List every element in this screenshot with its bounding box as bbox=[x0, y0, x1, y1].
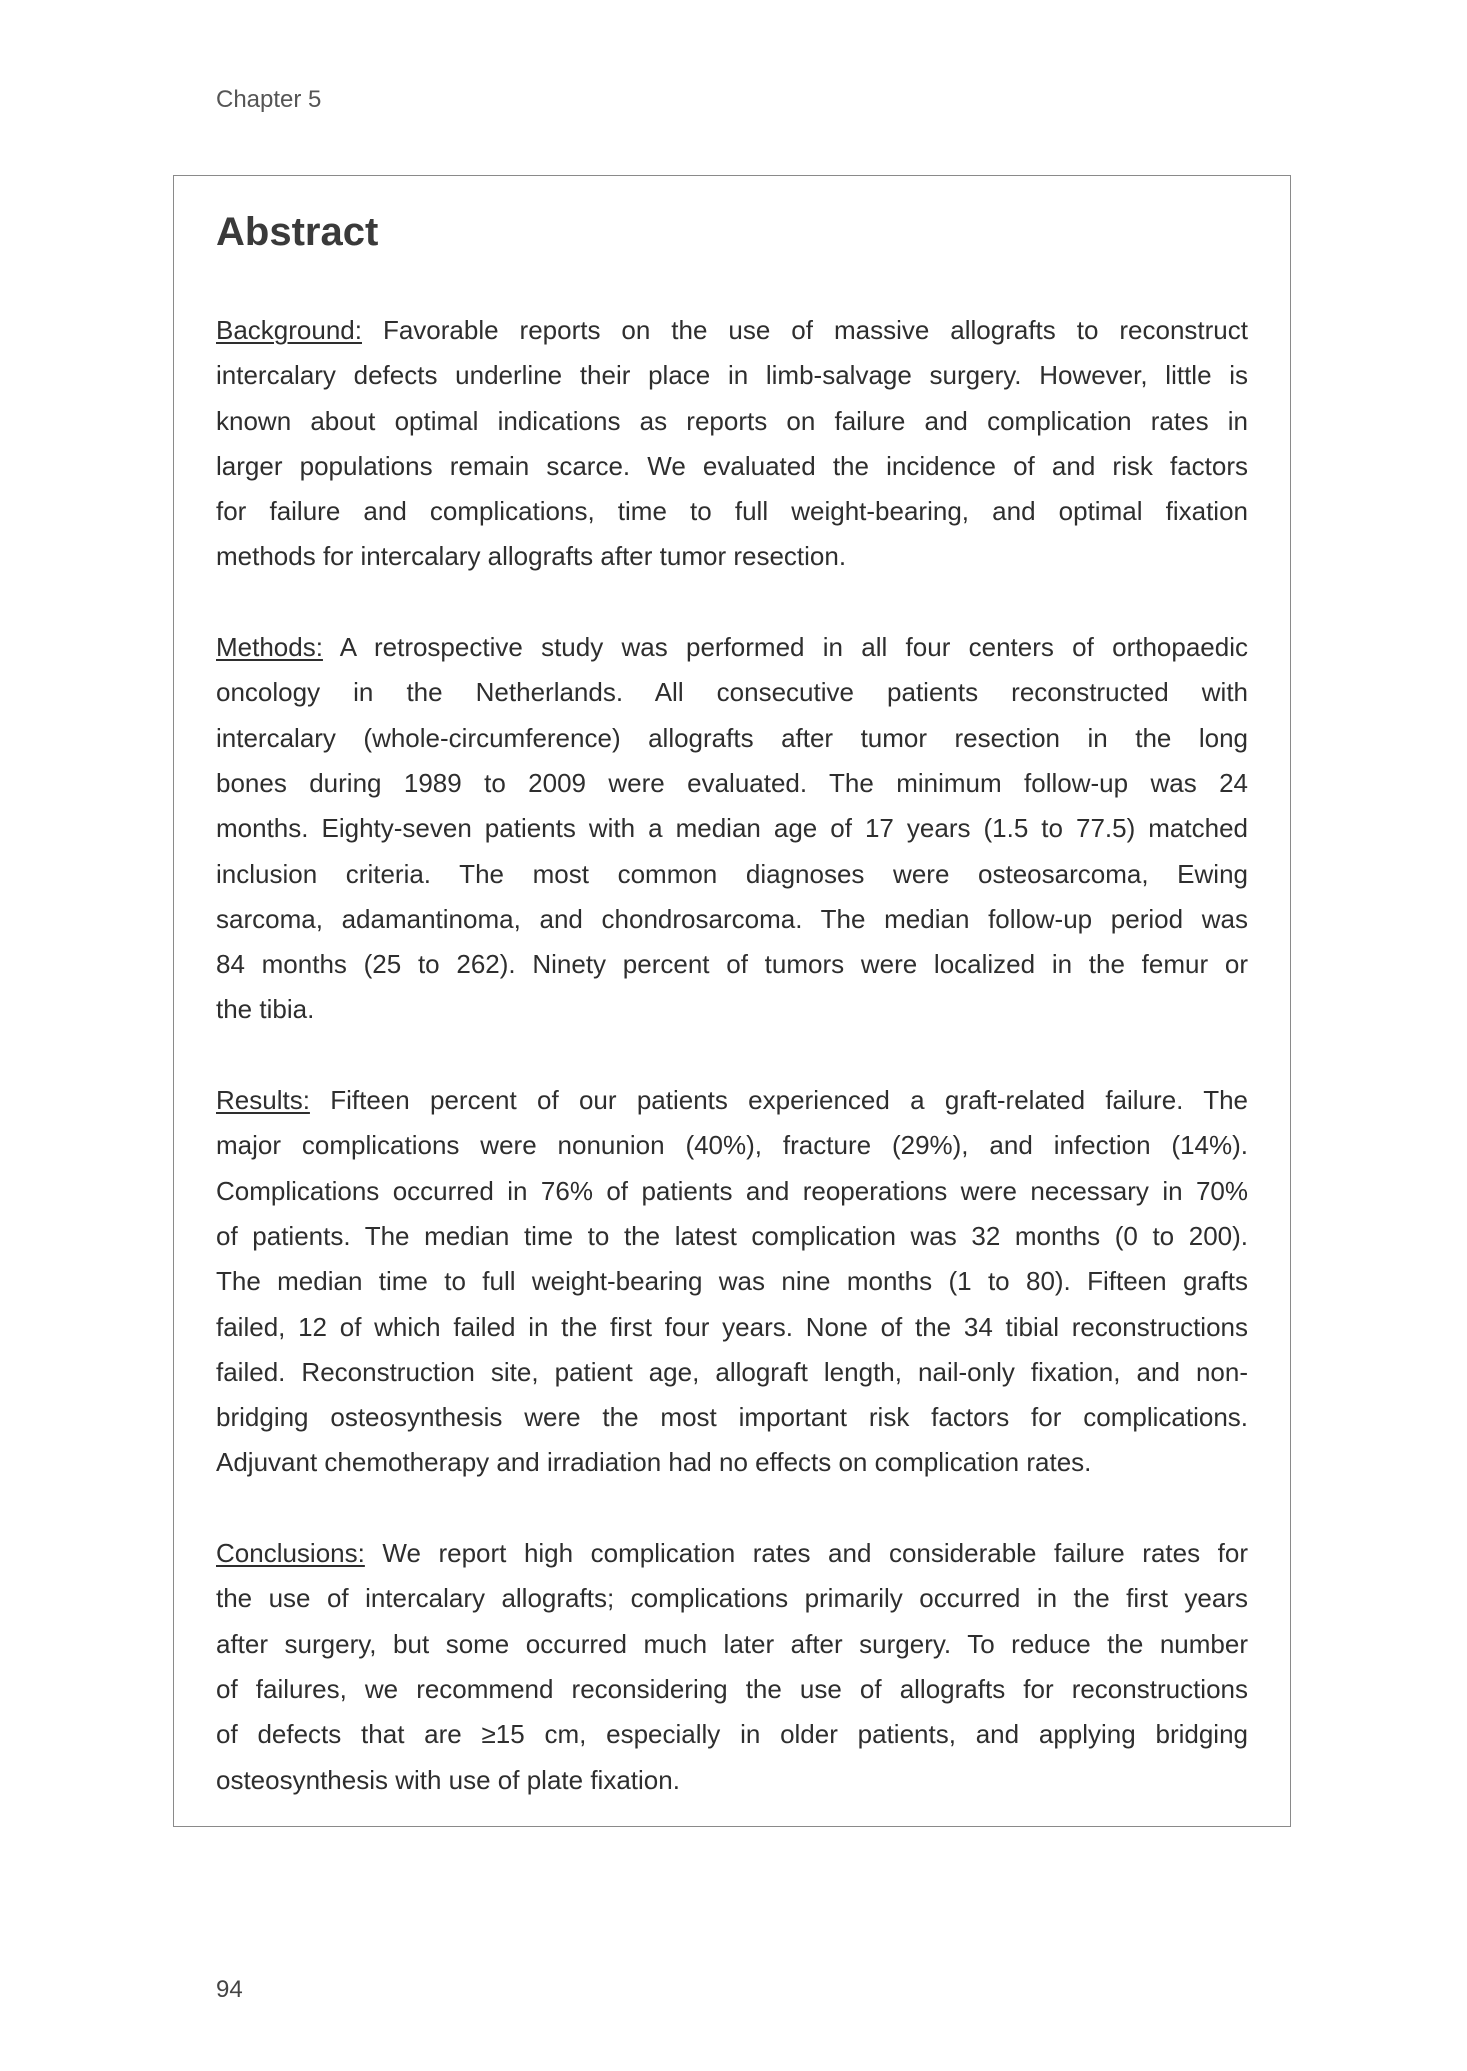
text-line bbox=[216, 942, 1248, 987]
text-line bbox=[216, 852, 1248, 897]
text-line-content bbox=[216, 1674, 1248, 1704]
text-line bbox=[216, 444, 1248, 489]
text-line bbox=[216, 987, 1248, 1032]
line-text: oncology in the Netherlands. All consecutive patients reconstructed with bbox=[216, 677, 1248, 708]
line-text: intercalary defects underline their place in limb-salvage surgery. However, little is bbox=[216, 360, 1248, 391]
text-line-content bbox=[216, 360, 1248, 390]
text-line-content bbox=[216, 1765, 680, 1795]
text-line-content bbox=[216, 904, 1248, 934]
paragraph-gap bbox=[216, 1486, 1248, 1531]
text-line bbox=[216, 489, 1248, 534]
text-line-content bbox=[216, 813, 1248, 843]
text-line-content bbox=[216, 723, 1248, 753]
line-text: 84 months (25 to 262). Ninety percent of tumors were localized in the femur or bbox=[216, 949, 1248, 980]
text-line bbox=[216, 625, 1248, 670]
line-text: The median time to full weight-bearing was nine months (1 to 80). Fifteen grafts bbox=[216, 1266, 1248, 1297]
text-line bbox=[216, 308, 1248, 353]
text-line-content bbox=[216, 1130, 1248, 1160]
line-text: the use of intercalary allografts; complications primarily occurred in the first years bbox=[216, 1583, 1248, 1614]
text-line bbox=[216, 761, 1248, 806]
line-text: the tibia. bbox=[216, 994, 315, 1025]
line-text: failed. Reconstruction site, patient age, allograft length, nail-only fixation, and non- bbox=[216, 1356, 1248, 1387]
line-text: failed, 12 of which failed in the first four years. None of the 34 tibial reconstructions bbox=[216, 1311, 1248, 1342]
text-line-content bbox=[216, 541, 846, 571]
line-text: Favorable reports on the use of massive allografts to reconstruct bbox=[382, 315, 1248, 345]
text-line-content bbox=[216, 1583, 1248, 1613]
text-line-content bbox=[216, 677, 1248, 707]
line-text: methods for intercalary allografts after tumor resection. bbox=[216, 541, 847, 572]
text-line bbox=[216, 1667, 1248, 1712]
page-number: 94 bbox=[216, 1976, 243, 2003]
text-line-content bbox=[216, 994, 314, 1024]
abstract-section-conclusions bbox=[216, 1531, 1248, 1803]
text-line bbox=[216, 1123, 1248, 1168]
text-line-content bbox=[216, 1266, 1248, 1296]
text-line bbox=[216, 897, 1248, 942]
line-text: intercalary (whole-circumference) allografts after tumor resection in the long bbox=[216, 722, 1248, 753]
text-line-content bbox=[216, 406, 1248, 436]
text-line bbox=[216, 1169, 1248, 1214]
text-line-content bbox=[216, 1629, 1248, 1659]
text-line-content bbox=[216, 451, 1248, 481]
line-text: months. Eighty-seven patients with a median age of 17 years (1.5 to 77.5) matched bbox=[216, 813, 1248, 844]
line-text: inclusion criteria. The most common diagnoses were osteosarcoma, Ewing bbox=[216, 858, 1248, 889]
text-line bbox=[216, 1622, 1248, 1667]
abstract-section-background bbox=[216, 308, 1248, 580]
abstract-title: Abstract bbox=[216, 210, 379, 254]
running-head: Chapter 5 bbox=[216, 86, 322, 113]
text-line-content bbox=[216, 1085, 1248, 1115]
line-text: larger populations remain scarce. We evaluated the incidence of and risk factors bbox=[216, 450, 1248, 481]
text-line-content bbox=[216, 949, 1248, 979]
abstract-section-methods bbox=[216, 625, 1248, 1033]
abstract-section-results bbox=[216, 1078, 1248, 1486]
text-line bbox=[216, 716, 1248, 761]
text-line-content bbox=[216, 1221, 1248, 1251]
text-line bbox=[216, 1531, 1248, 1576]
abstract-body bbox=[216, 308, 1248, 1803]
text-line-content bbox=[216, 1312, 1248, 1342]
text-line bbox=[216, 1305, 1248, 1350]
line-text: sarcoma, adamantinoma, and chondrosarcoma. The median follow-up period was bbox=[216, 903, 1248, 934]
text-line bbox=[216, 1395, 1248, 1440]
section-label: Results: bbox=[216, 1085, 310, 1116]
line-text: bones during 1989 to 2009 were evaluated. The minimum follow-up was 24 bbox=[216, 767, 1248, 798]
text-line-content bbox=[216, 1357, 1248, 1387]
text-line bbox=[216, 534, 1248, 579]
text-line bbox=[216, 1576, 1248, 1621]
paragraph-gap bbox=[216, 580, 1248, 625]
text-line bbox=[216, 670, 1248, 715]
line-text: of failures, we recommend reconsidering the use of allografts for reconstructions bbox=[216, 1673, 1248, 1704]
text-line-content bbox=[216, 1719, 1248, 1749]
text-line-content bbox=[216, 1538, 1248, 1568]
line-text: bridging osteosynthesis were the most important risk factors for complications. bbox=[216, 1402, 1248, 1433]
line-text: major complications were nonunion (40%), fracture (29%), and infection (14%). bbox=[216, 1130, 1248, 1161]
text-line bbox=[216, 353, 1248, 398]
section-label: Conclusions: bbox=[216, 1538, 365, 1569]
text-line bbox=[216, 399, 1248, 444]
text-line-content bbox=[216, 1402, 1248, 1432]
line-text: for failure and complications, time to full weight-bearing, and optimal fixation bbox=[216, 496, 1248, 527]
line-text: of defects that are ≥15 cm, especially in older patients, and applying bridging bbox=[216, 1719, 1248, 1750]
line-text: We report high complication rates and considerable failure rates for bbox=[382, 1538, 1248, 1569]
paragraph-gap bbox=[216, 1033, 1248, 1078]
line-text: known about optimal indications as reports on failure and complication rates in bbox=[216, 405, 1248, 436]
text-line bbox=[216, 1758, 1248, 1803]
text-line bbox=[216, 1214, 1248, 1259]
line-text: after surgery, but some occurred much later after surgery. To reduce the number bbox=[216, 1628, 1248, 1659]
line-text: Complications occurred in 76% of patients and reoperations were necessary in 70% bbox=[216, 1175, 1248, 1206]
line-text: Adjuvant chemotherapy and irradiation had no effects on complication rates. bbox=[216, 1447, 1092, 1478]
text-line-content bbox=[216, 1176, 1248, 1206]
line-text: Fifteen percent of our patients experienced a graft-related failure. The bbox=[330, 1085, 1248, 1116]
line-text: of patients. The median time to the latest complication was 32 months (0 to 200). bbox=[216, 1220, 1248, 1251]
text-line-content bbox=[216, 859, 1248, 889]
text-line-content bbox=[216, 632, 1248, 662]
line-text: osteosynthesis with use of plate fixation. bbox=[216, 1764, 680, 1795]
text-line bbox=[216, 1712, 1248, 1757]
text-line bbox=[216, 1440, 1248, 1485]
text-line-content bbox=[216, 1447, 1091, 1477]
text-line-content bbox=[216, 315, 1248, 345]
text-line bbox=[216, 1078, 1248, 1123]
text-line bbox=[216, 1259, 1248, 1304]
text-line bbox=[216, 806, 1248, 851]
section-label: Methods: bbox=[216, 632, 323, 663]
text-line-content bbox=[216, 496, 1248, 526]
text-line bbox=[216, 1350, 1248, 1395]
section-label: Background: bbox=[216, 315, 362, 345]
text-line-content bbox=[216, 768, 1248, 798]
line-text: A retrospective study was performed in all four centers of orthopaedic bbox=[339, 632, 1248, 663]
